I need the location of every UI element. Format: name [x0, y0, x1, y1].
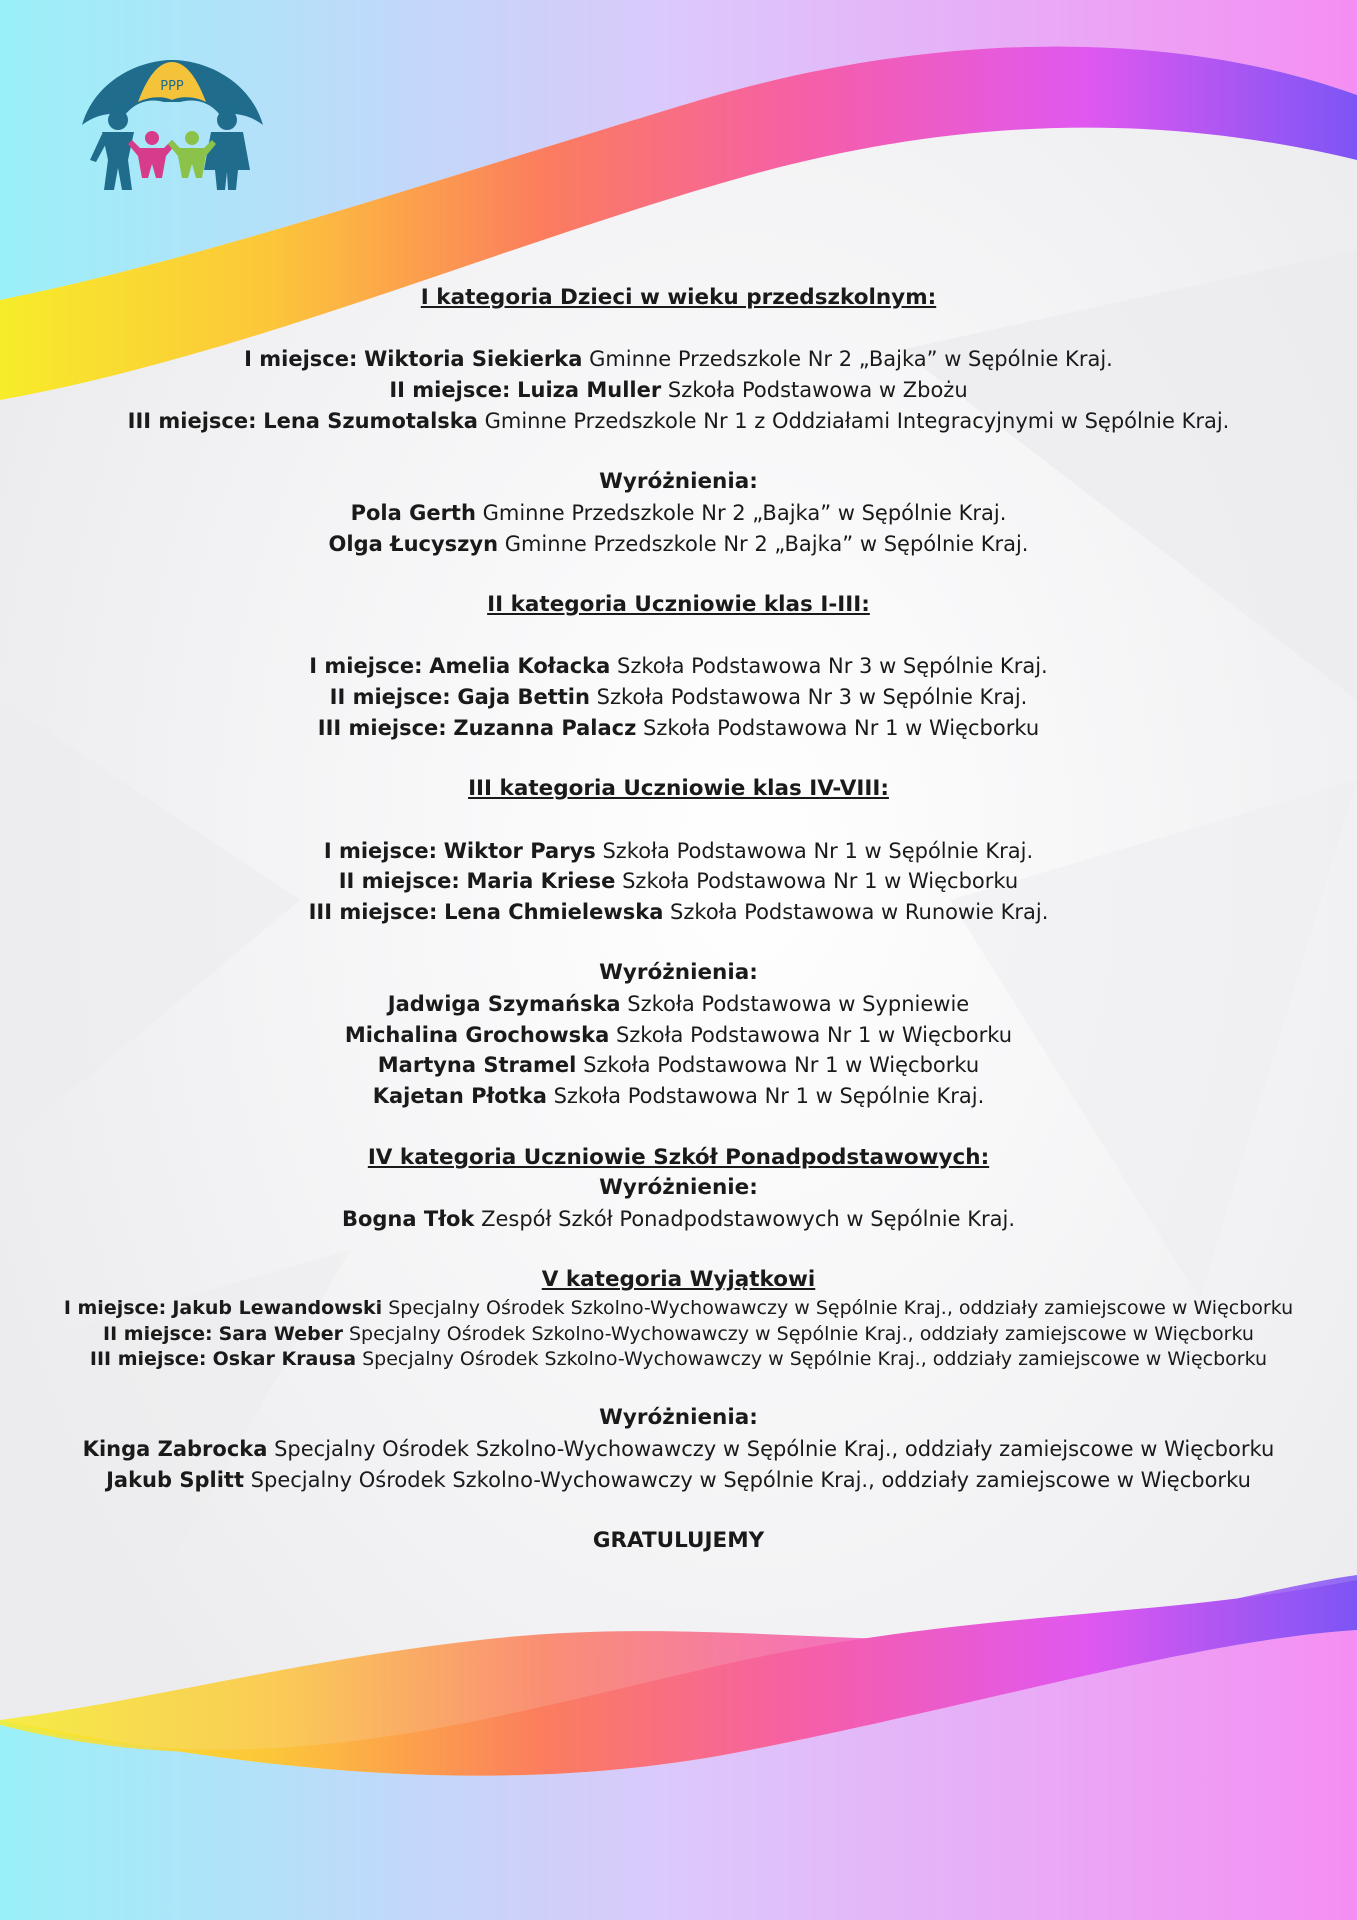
school-name: Szkoła Podstawowa Nr 1 w Więcborku	[643, 715, 1040, 740]
result-entry	[0, 897, 1357, 928]
distinction-entry	[0, 1020, 1357, 1051]
result-entry	[0, 406, 1357, 437]
category-heading: II kategoria Uczniowie klas I-III:	[487, 591, 870, 617]
winner-name: Maria Kriese	[466, 869, 616, 894]
place-label: I miejsce:	[244, 347, 358, 372]
winner-name: Zuzanna Palacz	[453, 715, 637, 740]
school-name: Gminne Przedszkole Nr 2 „Bajka” w Sępólnie Kraj.	[589, 347, 1113, 372]
congratulations-text: GRATULUJEMY	[592, 1528, 765, 1554]
winner-name: Pola Gerth	[350, 500, 476, 525]
school-name: Gminne Przedszkole Nr 1 z Oddziałami Integracyjnymi w Sępólnie Kraj.	[484, 408, 1230, 433]
school-name: Szkoła Podstawowa Nr 1 w Sępólnie Kraj.	[553, 1084, 985, 1109]
school-name: Zespół Szkół Ponadpodstawowych w Sępólnie Kraj.	[481, 1206, 1016, 1231]
school-name: Szkoła Podstawowa w Zbożu	[667, 378, 968, 403]
result-entry	[0, 1296, 1357, 1322]
winner-name: Wiktor Parys	[443, 838, 596, 863]
school-name: Szkoła Podstawowa Nr 1 w Więcborku	[583, 1053, 980, 1078]
distinction-entry	[0, 1081, 1357, 1112]
winner-name: Jadwiga Szymańska	[387, 992, 621, 1017]
result-entry	[0, 1322, 1357, 1348]
winner-name: Sara Weber	[218, 1322, 343, 1345]
school-name: Szkoła Podstawowa w Runowie Kraj.	[670, 899, 1049, 924]
place-label: II miejsce:	[338, 869, 460, 894]
winner-name: Martyna Stramel	[377, 1053, 577, 1078]
place-label: II miejsce:	[329, 685, 451, 710]
winner-name: Amelia Kołacka	[429, 654, 611, 679]
result-entry	[0, 375, 1357, 406]
result-entry	[0, 651, 1357, 682]
school-name: Szkoła Podstawowa Nr 1 w Sępólnie Kraj.	[602, 838, 1034, 863]
school-name: Szkoła Podstawowa Nr 3 w Sępólnie Kraj.	[617, 654, 1048, 679]
winner-name: Lena Szumotalska	[263, 408, 478, 433]
svg-text:PPP: PPP	[160, 79, 184, 94]
school-name: Szkoła Podstawowa Nr 1 w Więcborku	[615, 1022, 1013, 1047]
winner-name: Jakub Lewandowski	[172, 1297, 383, 1320]
result-entry	[0, 344, 1357, 375]
place-label: III miejsce:	[127, 408, 257, 433]
school-name: Specjalny Ośrodek Szkolno-Wychowawczy w Sępólnie Kraj., oddziały zamiejscowe w Więcborku	[349, 1322, 1254, 1345]
result-entry	[0, 866, 1357, 897]
place-label: I miejsce:	[63, 1297, 167, 1320]
school-name: Specjalny Ośrodek Szkolno-Wychowawczy w Sępólnie Kraj., oddziały zamiejscowe w Więcborku	[250, 1467, 1251, 1492]
result-entry	[0, 682, 1357, 713]
winner-name: Luiza Muller	[517, 378, 662, 403]
category-heading: III kategoria Uczniowie klas IV-VIII:	[468, 776, 889, 802]
school-name: Szkoła Podstawowa Nr 1 w Więcborku	[622, 869, 1019, 894]
place-label: I miejsce:	[323, 838, 438, 863]
distinctions-label: Wyróżnienia:	[599, 1405, 758, 1431]
winner-name: Kajetan Płotka	[372, 1084, 547, 1109]
distinction-entry	[0, 1434, 1357, 1465]
distinction-entry	[0, 1465, 1357, 1496]
result-entry	[0, 1347, 1357, 1373]
category-heading: V kategoria Wyjątkowi	[541, 1267, 816, 1293]
winner-name: Michalina Grochowska	[344, 1022, 610, 1047]
school-name: Specjalny Ośrodek Szkolno-Wychowawczy w Sępólnie Kraj., oddziały zamiejscowe w Więcborku	[388, 1297, 1294, 1320]
winner-name: Bogna Tłok	[341, 1206, 475, 1231]
school-name: Szkoła Podstawowa Nr 3 w Sępólnie Kraj.	[596, 685, 1028, 710]
distinctions-label: Wyróżnienia:	[599, 469, 758, 495]
distinction-entry	[0, 989, 1357, 1020]
winner-name: Jakub Splitt	[106, 1467, 244, 1492]
place-label: III miejsce:	[308, 899, 438, 924]
result-entry	[0, 713, 1357, 744]
place-label: II miejsce:	[103, 1322, 213, 1345]
place-label: III miejsce:	[89, 1348, 207, 1371]
results-list	[0, 283, 1357, 1557]
place-label: III miejsce:	[317, 715, 447, 740]
winner-name: Gaja Bettin	[457, 685, 590, 710]
school-name: Specjalny Ośrodek Szkolno-Wychowawczy w Sępólnie Kraj., oddziały zamiejscowe w Więcborku	[362, 1348, 1268, 1371]
school-name: Szkoła Podstawowa w Sypniewie	[627, 992, 970, 1017]
place-label: II miejsce:	[389, 378, 511, 403]
distinction-entry	[0, 529, 1357, 560]
family-umbrella-logo	[80, 60, 265, 195]
winner-name: Wiktoria Siekierka	[364, 347, 583, 372]
school-name: Gminne Przedszkole Nr 2 „Bajka” w Sępólnie Kraj.	[482, 500, 1007, 525]
winner-name: Oskar Krausa	[212, 1348, 357, 1371]
distinctions-label: Wyróżnienia:	[599, 960, 758, 986]
place-label: I miejsce:	[309, 654, 423, 679]
distinction-entry	[0, 498, 1357, 529]
distinctions-label: Wyróżnienie:	[599, 1175, 758, 1201]
school-name: Gminne Przedszkole Nr 2 „Bajka” w Sępólnie Kraj.	[504, 531, 1029, 556]
category-heading: IV kategoria Uczniowie Szkół Ponadpodstawowych:	[367, 1144, 990, 1170]
winner-name: Kinga Zabrocka	[82, 1436, 268, 1461]
school-name: Specjalny Ośrodek Szkolno-Wychowawczy w Sępólnie Kraj., oddziały zamiejscowe w Więcborku	[274, 1436, 1275, 1461]
distinction-entry	[0, 1204, 1357, 1235]
category-heading: I kategoria Dzieci w wieku przedszkolnym:	[420, 285, 937, 310]
winner-name: Lena Chmielewska	[444, 899, 664, 924]
winner-name: Olga Łucyszyn	[328, 531, 499, 556]
result-entry	[0, 836, 1357, 867]
distinction-entry	[0, 1050, 1357, 1081]
